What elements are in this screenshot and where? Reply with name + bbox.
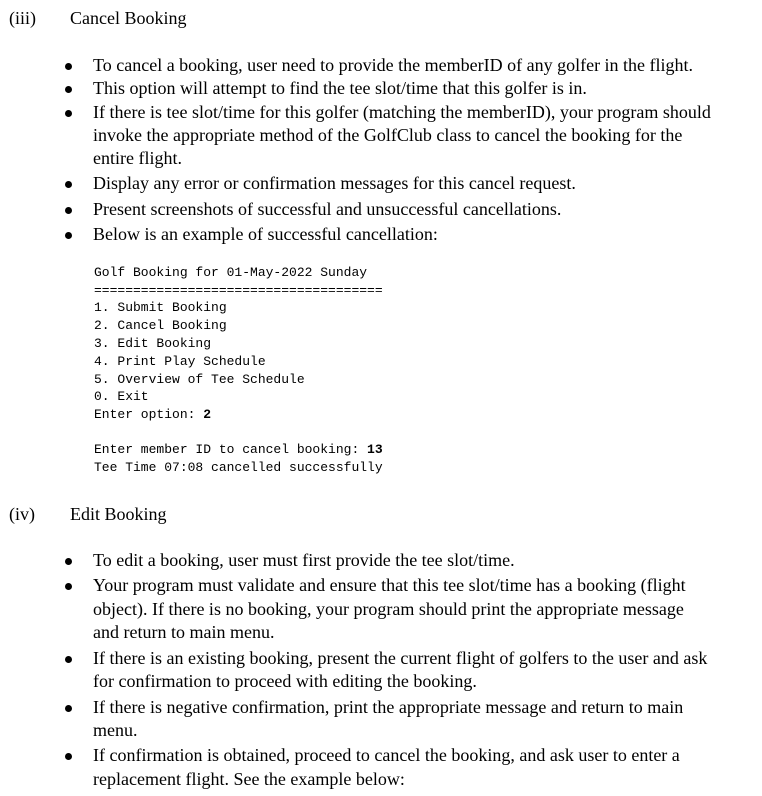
bullet-text: If there is negative confirmation, print the appropriate message and return to main menu. bbox=[93, 696, 684, 741]
console-menu-item: 1. Submit Booking bbox=[94, 300, 227, 315]
bullet-icon bbox=[65, 705, 72, 712]
bullet-icon bbox=[65, 558, 72, 565]
section-iv-bullet-list bbox=[0, 549, 762, 791]
console-option-line bbox=[94, 406, 211, 423]
section-iii-title: Cancel Booking bbox=[70, 8, 187, 28]
list-item bbox=[0, 549, 762, 572]
bullet-icon bbox=[65, 753, 72, 760]
list-item bbox=[0, 101, 762, 171]
list-item bbox=[0, 744, 762, 791]
console-option-value: 2 bbox=[203, 407, 212, 422]
section-iv-heading bbox=[0, 502, 762, 526]
list-item bbox=[0, 574, 762, 644]
bullet-text: If confirmation is obtained, proceed to cancel the booking, and ask user to enter a replacement flight. See the example below: bbox=[93, 745, 680, 789]
console-menu-item: 4. Print Play Schedule bbox=[94, 354, 266, 369]
bullet-text: If there is an existing booking, present the current flight of golfers to the user and ask for confirmation to proceed with editing the booking. bbox=[93, 648, 708, 692]
list-item bbox=[0, 198, 762, 221]
section-iii-number: (iii) bbox=[9, 8, 36, 28]
console-member-value: 13 bbox=[367, 442, 383, 457]
console-menu-item: 2. Cancel Booking bbox=[94, 318, 227, 333]
bullet-icon bbox=[65, 181, 72, 188]
bullet-text: Below is an example of successful cancellation: bbox=[93, 224, 438, 245]
section-iii-bullet-list bbox=[0, 54, 762, 246]
list-item bbox=[0, 223, 762, 246]
console-option-prompt: Enter option: bbox=[94, 407, 204, 422]
console-menu-item: 3. Edit Booking bbox=[94, 336, 212, 351]
section-iv-title: Edit Booking bbox=[70, 504, 167, 524]
bullet-text: If there is tee slot/time for this golfer (matching the memberID), your program should invoke the appropriate method of the GolfClub class to cancel the booking for the entire flight. bbox=[93, 101, 711, 169]
bullet-text: Your program must validate and ensure that this tee slot/time has a booking (flight object). If there is no booking, your program should print the appropriate message and return to main menu. bbox=[93, 575, 686, 642]
section-iv-number: (iv) bbox=[9, 504, 35, 524]
bullet-text: To cancel a booking, user need to provide the memberID of any golfer in the flight. bbox=[93, 55, 694, 75]
bullet-icon bbox=[65, 656, 72, 663]
console-menu-item: 5. Overview of Tee Schedule bbox=[94, 372, 305, 387]
list-item bbox=[0, 647, 762, 694]
list-item bbox=[0, 172, 762, 195]
list-item bbox=[0, 696, 762, 743]
bullet-icon bbox=[65, 63, 72, 70]
bullet-text: This option will attempt to find the tee slot/time that this golfer is in. bbox=[93, 78, 587, 99]
console-result: Tee Time 07:08 cancelled successfully bbox=[94, 460, 383, 475]
bullet-text: Present screenshots of successful and unsuccessful cancellations. bbox=[93, 198, 562, 219]
bullet-text: To edit a booking, user must first provide the tee slot/time. bbox=[93, 550, 515, 570]
console-member-prompt: Enter member ID to cancel booking: bbox=[94, 442, 368, 457]
list-item bbox=[0, 54, 762, 77]
section-iii-heading bbox=[0, 6, 762, 30]
bullet-icon bbox=[65, 207, 72, 214]
bullet-icon bbox=[65, 86, 72, 93]
list-item bbox=[0, 77, 762, 100]
console-menu-item: 0. Exit bbox=[94, 389, 149, 404]
console-header: Golf Booking for 01-May-2022 Sunday bbox=[94, 265, 368, 280]
bullet-icon bbox=[65, 583, 72, 590]
bullet-text: Display any error or confirmation messages for this cancel request. bbox=[93, 173, 576, 194]
bullet-icon bbox=[65, 232, 72, 239]
console-separator: ===================================== bbox=[94, 283, 383, 298]
console-member-line bbox=[94, 441, 383, 458]
bullet-icon bbox=[65, 110, 72, 117]
